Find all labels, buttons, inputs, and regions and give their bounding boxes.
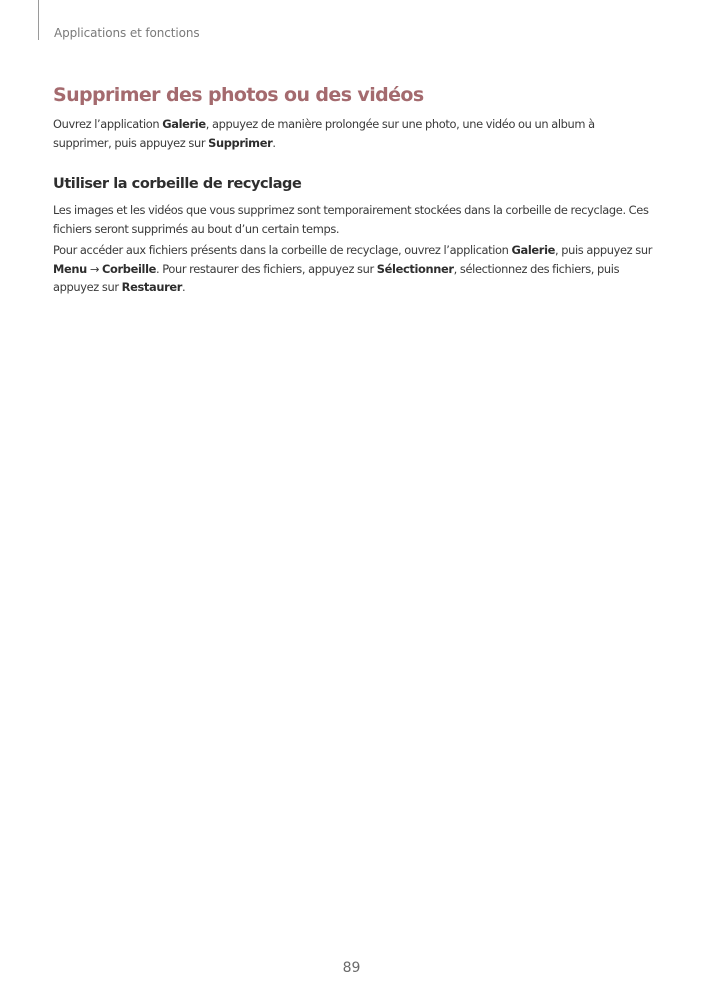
ui-term-restaurer: Restaurer	[121, 280, 182, 294]
ui-term-selectionner: Sélectionner	[376, 261, 454, 276]
paragraph-recycle-bin-info: Les images et les vidéos que vous supprimez sont temporairement stockées dans la corbeille de recyclage. Ces fichiers seront supprimés au bout d’un certain temps.	[53, 203, 649, 236]
paragraph-recycle-bin-instructions	[53, 241, 653, 297]
ui-term-supprimer: Supprimer	[208, 135, 273, 150]
text-run: , sélectionnez des fichiers, puis appuyez sur	[53, 261, 620, 294]
ui-term-menu: Menu	[53, 261, 87, 276]
text-run: . Pour restaurer des fichiers, appuyez sur	[156, 261, 377, 276]
text-run: Pour accéder aux fichiers présents dans la corbeille de recyclage, ouvrez l’application	[53, 243, 512, 257]
arrow-separator: →	[86, 261, 103, 276]
text-run: .	[272, 135, 276, 150]
text-run: Ouvrez l’application	[53, 117, 163, 131]
section-title-delete-media: Supprimer des photos ou des vidéos	[53, 84, 424, 106]
text-run: , puis appuyez sur	[555, 243, 653, 257]
ui-term-galerie: Galerie	[162, 117, 206, 131]
text-run: .	[182, 280, 186, 294]
header-margin-rule	[38, 0, 39, 40]
page-number: 89	[342, 960, 361, 976]
ui-term-galerie: Galerie	[511, 243, 555, 257]
running-header: Applications et fonctions	[54, 26, 200, 40]
paragraph-delete-instructions	[53, 115, 653, 152]
ui-term-corbeille: Corbeille	[102, 261, 157, 276]
page-content	[53, 82, 653, 297]
subsection-title-recycle-bin: Utiliser la corbeille de recyclage	[53, 176, 302, 192]
text-run: , appuyez de manière prolongée sur une photo, une vidéo ou un album à supprimer, puis appuyez sur	[53, 117, 595, 150]
